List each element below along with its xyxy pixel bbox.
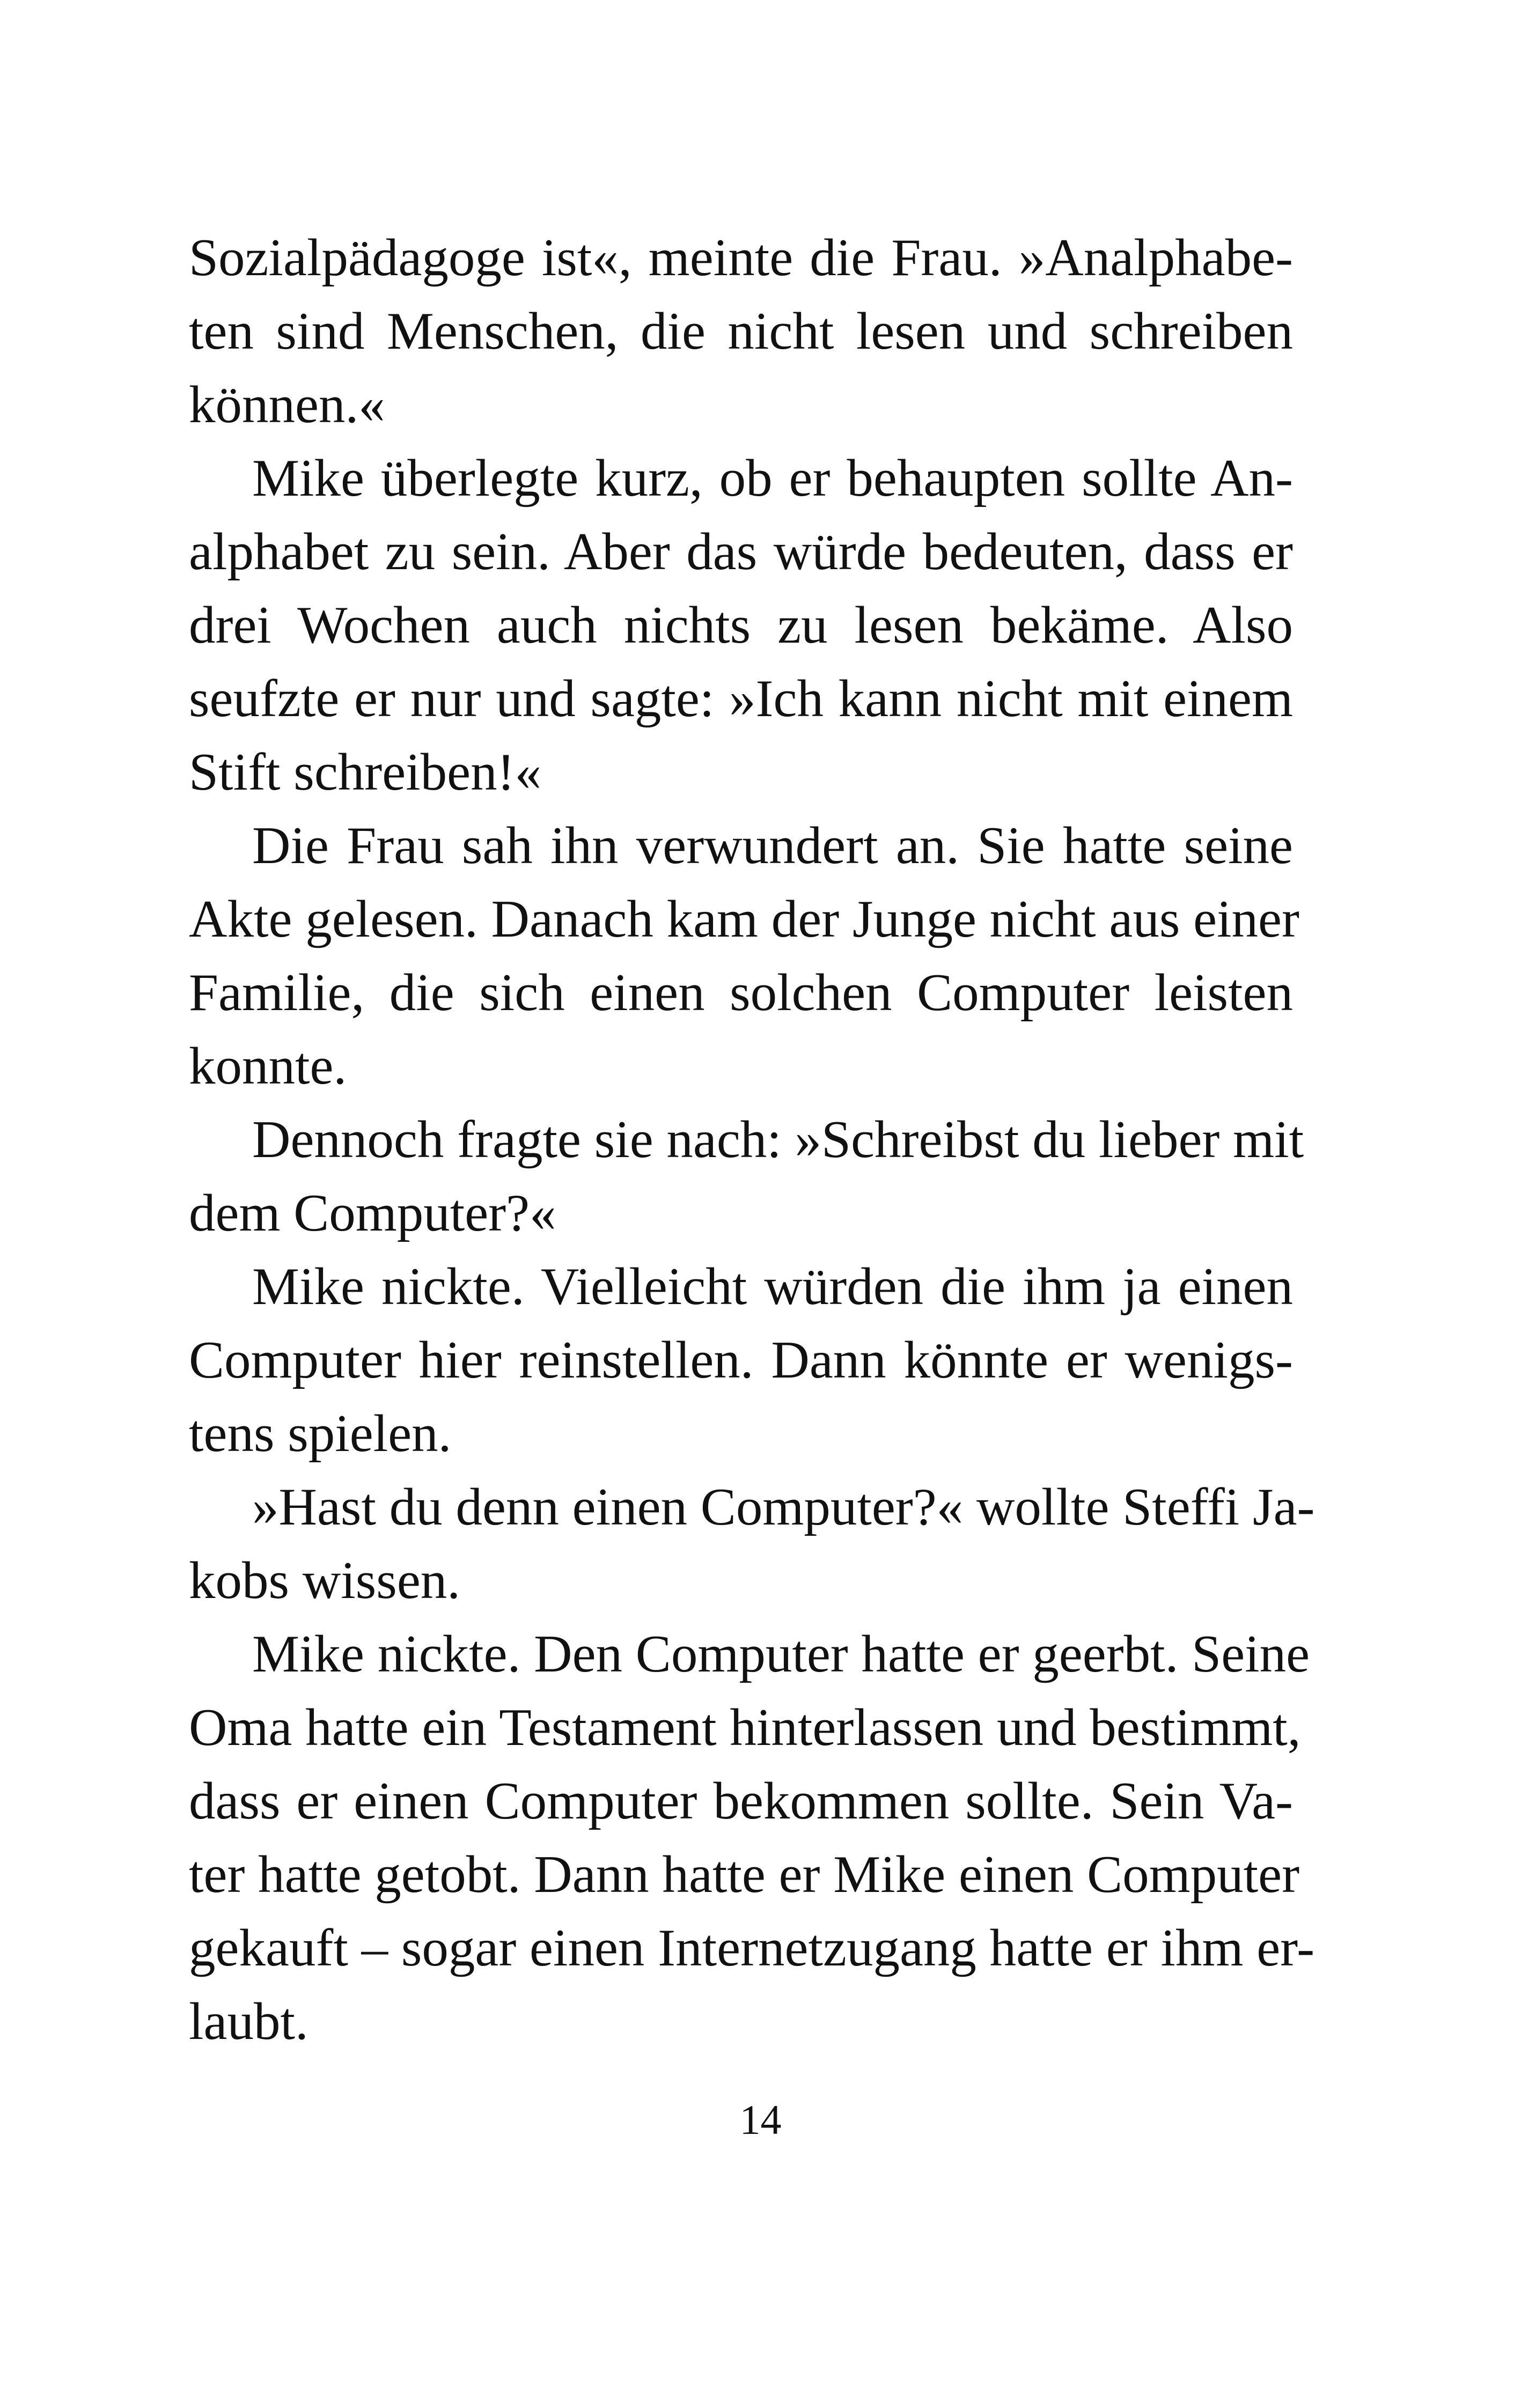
- page-number: 14: [739, 2096, 782, 2143]
- text-line: laubt.: [189, 1992, 308, 2051]
- text-line: Mike nickte. Den Computer hatte er geerbt. Seine: [252, 1625, 1310, 1683]
- text-line: Mike überlegte kurz, ob er behaupten sollte An-: [252, 449, 1293, 507]
- text-line: Die Frau sah ihn verwundert an. Sie hatte seine: [252, 816, 1293, 875]
- text-line: dem Computer?«: [189, 1184, 556, 1242]
- text-line: »Hast du denn einen Computer?« wollte Steffi Ja-: [252, 1478, 1315, 1536]
- text-line: Akte gelesen. Danach kam der Junge nicht aus einer: [189, 890, 1299, 948]
- text-line: Oma hatte ein Testament hinterlassen und bestimmt,: [189, 1698, 1301, 1757]
- text-line: dass er einen Computer bekommen sollte. Sein Va-: [189, 1772, 1293, 1830]
- text-line: ten sind Menschen, die nicht lesen und schreiben: [189, 302, 1293, 360]
- text-line: kobs wissen.: [189, 1551, 461, 1610]
- text-line: können.«: [189, 375, 385, 434]
- text-line: alphabet zu sein. Aber das würde bedeuten, dass er: [189, 522, 1293, 581]
- text-line: Familie, die sich einen solchen Computer leisten: [189, 963, 1293, 1022]
- text-line: Stift schreiben!«: [189, 743, 542, 801]
- text-line: drei Wochen auch nichts zu lesen bekäme. Also: [189, 596, 1293, 654]
- body-text: [189, 221, 1315, 2058]
- text-line: tens spielen.: [189, 1404, 452, 1463]
- text-line: Dennoch fragte sie nach: »Schreibst du lieber mit: [252, 1110, 1304, 1169]
- text-line: seufzte er nur und sagte: »Ich kann nicht mit einem: [189, 669, 1293, 728]
- text-line: Mike nickte. Vielleicht würden die ihm ja einen: [252, 1257, 1293, 1316]
- text-line: ter hatte getobt. Dann hatte er Mike einen Computer: [189, 1845, 1300, 1904]
- text-line: gekauft – sogar einen Internetzugang hatte er ihm er-: [189, 1919, 1315, 1977]
- text-line: Sozialpädagoge ist«, meinte die Frau. »Analphabe-: [189, 229, 1293, 287]
- text-line: konnte.: [189, 1037, 347, 1095]
- text-line: Computer hier reinstellen. Dann könnte er wenigs-: [189, 1331, 1293, 1389]
